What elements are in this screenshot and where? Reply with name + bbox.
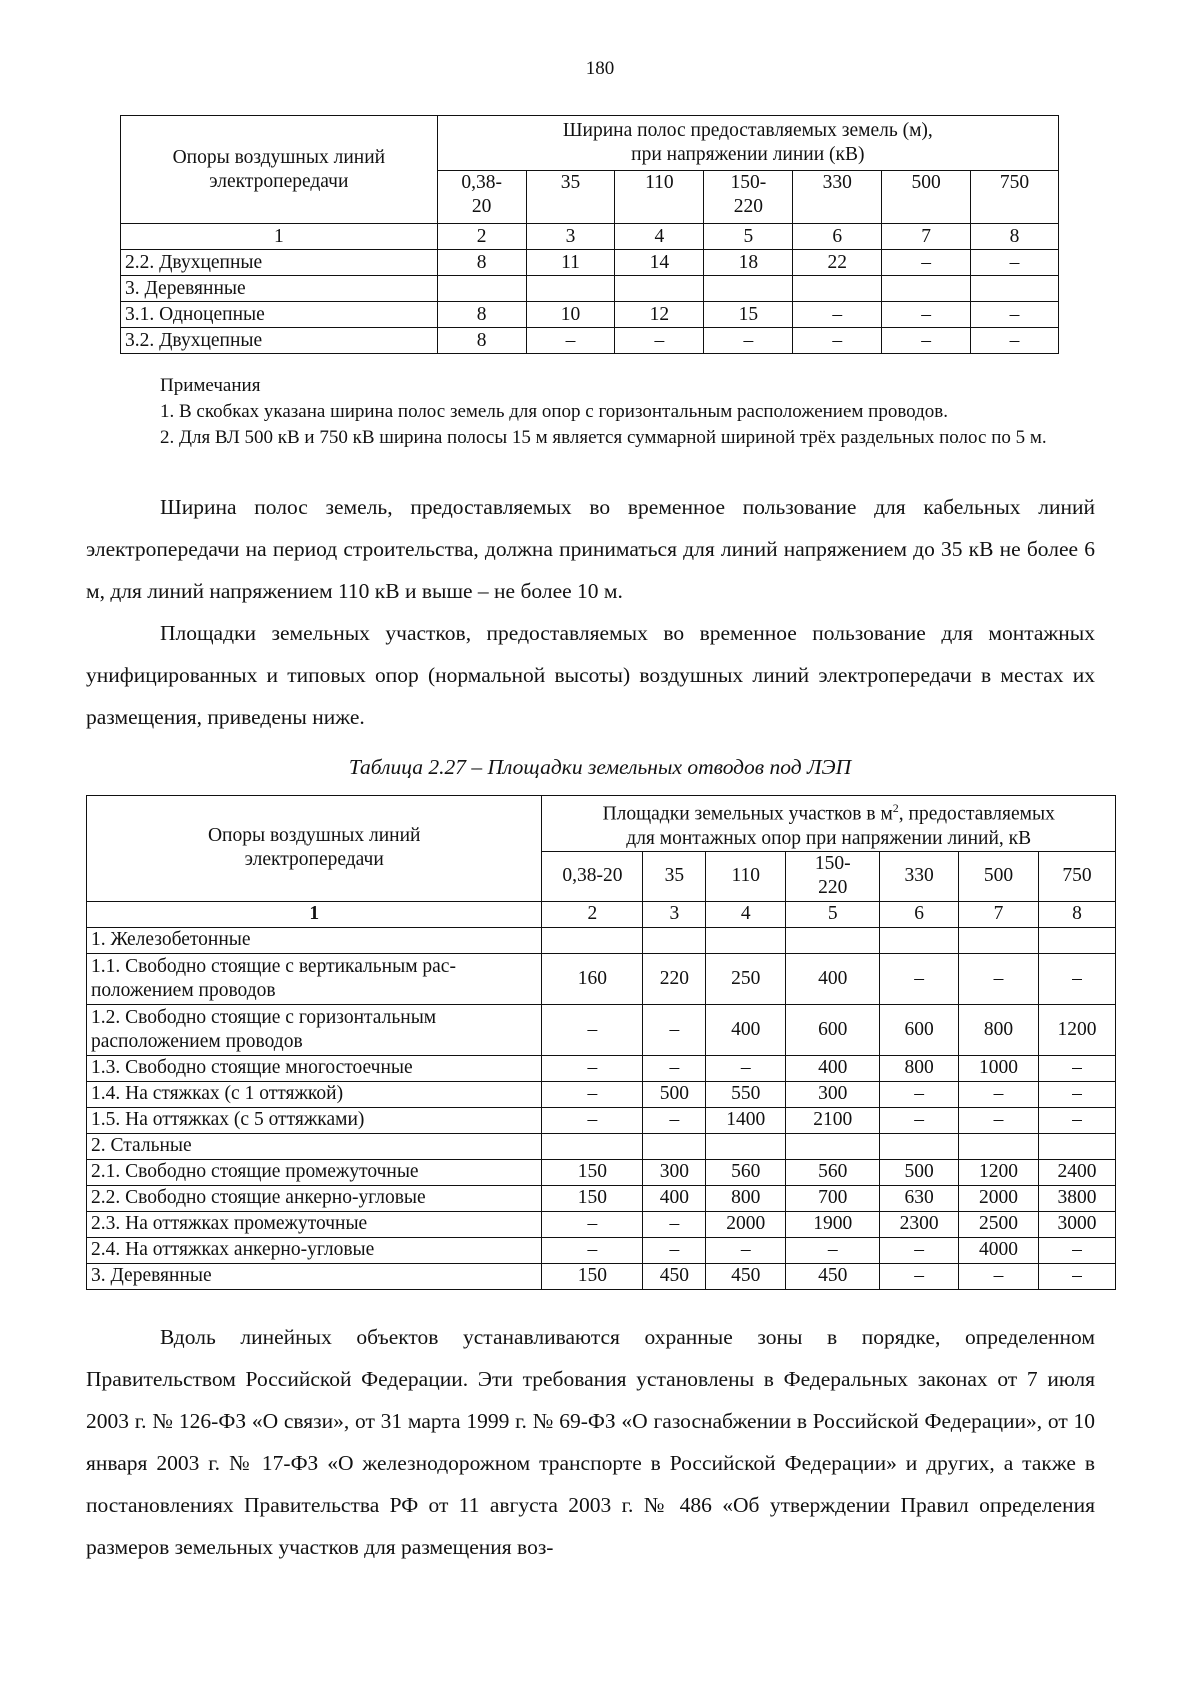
table-cell: – — [704, 328, 793, 354]
table-cell: – — [643, 1211, 706, 1237]
table-cell: 7 — [882, 224, 971, 250]
table-row — [121, 250, 1059, 276]
voltage-header: 330 — [793, 171, 882, 224]
table-row — [87, 1263, 1116, 1289]
table-cell: 15 — [704, 302, 793, 328]
index-row — [87, 901, 1116, 927]
land-strip-width-table — [120, 115, 1059, 354]
table-cell: 500 — [643, 1081, 706, 1107]
table-row — [87, 1237, 1116, 1263]
table-cell: 560 — [786, 1159, 880, 1185]
paragraph: Ширина полос земель, предоставляемых во временное пользование для кабельных линий электропередачи на период строительства, должна приниматься для линий напряжением до 35 кВ не более 6 м, для линий напряжением 110 кВ и выше – не более 10 м. — [86, 495, 1095, 603]
table-cell: – — [1039, 1237, 1116, 1263]
table-cell: 8 — [1039, 901, 1116, 927]
table-cell: – — [959, 1081, 1039, 1107]
table-cell: 400 — [706, 1004, 786, 1055]
table-cell: 250 — [706, 953, 786, 1004]
table-cell: – — [959, 1263, 1039, 1289]
table-row — [87, 1159, 1116, 1185]
land-plot-area-table — [86, 795, 1116, 1290]
group-header-line: Ширина полос предоставляемых земель (м), — [562, 120, 933, 141]
table-cell — [643, 927, 706, 953]
voltage-header: 750 — [1039, 851, 1116, 901]
table-cell: 400 — [643, 1185, 706, 1211]
row-label: 1.1. Свободно стоящие с вертикальным рас- положением проводов — [87, 953, 542, 1004]
paragraph: Вдоль линейных объектов устанавливаются охранные зоны в порядке, определенном Правительством Российской Федерации. Эти требования установлены в Федеральных законах от 7 июля 2003 г. № 126-ФЗ «О связи», от 31 марта 1999 г. № 69-ФЗ «О газоснабжении в Российской Федерации», от 10 января 2003 г. № 17-ФЗ «О железнодорожном транспорте в Российской Федерации» и других, а также в постановлениях Правительства РФ от 11 августа 2003 г. № 486 «Об утверждении Правил определения размеров земельных участков для размещения воз- — [86, 1325, 1095, 1559]
row-label: 2.4. На оттяжках анкерно-угловые — [87, 1237, 542, 1263]
table-cell — [437, 276, 526, 302]
table-cell — [615, 276, 704, 302]
table-cell — [526, 276, 615, 302]
table-cell: – — [542, 1081, 643, 1107]
table-cell: – — [793, 328, 882, 354]
table-row — [87, 1211, 1116, 1237]
table-cell: – — [706, 1055, 786, 1081]
row-header-line: электропередачи — [209, 170, 349, 192]
table-cell: 3000 — [1039, 1211, 1116, 1237]
table-cell: 18 — [704, 250, 793, 276]
row-label: 1.2. Свободно стоящие с горизонтальным расположением проводов — [87, 1004, 542, 1055]
table-cell — [786, 927, 880, 953]
table-cell: 450 — [643, 1263, 706, 1289]
table-cell: – — [880, 1107, 959, 1133]
row-header — [87, 796, 542, 902]
table-cell: – — [882, 250, 971, 276]
table-cell: – — [971, 302, 1059, 328]
row-label: 3.2. Двухцепные — [121, 328, 438, 354]
table-cell: 3 — [643, 901, 706, 927]
table-cell: 12 — [615, 302, 704, 328]
table-caption: Таблица 2.27 – Площадки земельных отводов под ЛЭП — [348, 755, 852, 779]
table-cell: 150 — [542, 1159, 643, 1185]
table-cell: 2100 — [786, 1107, 880, 1133]
table-cell: 22 — [793, 250, 882, 276]
notes — [160, 373, 1095, 451]
row-header — [121, 116, 438, 224]
table-cell: 400 — [786, 953, 880, 1004]
note-item: 2. Для ВЛ 500 кВ и 750 кВ ширина полосы 15 м является суммарной шириной трёх раздельных полос по 5 м. — [160, 427, 1047, 448]
table-cell: 150 — [542, 1263, 643, 1289]
table-cell — [1039, 927, 1116, 953]
row-label: 2. Стальные — [87, 1133, 542, 1159]
group-header-line: Площадки земельных участков в $м^2$, предоставляемых — [602, 801, 1055, 825]
table-cell: – — [706, 1237, 786, 1263]
table-cell: 7 — [959, 901, 1039, 927]
table-cell: 630 — [880, 1185, 959, 1211]
table-cell: 800 — [880, 1055, 959, 1081]
table-cell — [542, 927, 643, 953]
table-cell — [882, 276, 971, 302]
table-row — [121, 276, 1059, 302]
table-row — [87, 1107, 1116, 1133]
table-cell — [643, 1133, 706, 1159]
table-cell: 8 — [437, 302, 526, 328]
table-cell: – — [793, 302, 882, 328]
table-cell: 150 — [542, 1185, 643, 1211]
table-cell — [704, 276, 793, 302]
table-row — [87, 953, 1116, 1004]
table-cell: – — [880, 1263, 959, 1289]
group-header — [437, 116, 1058, 171]
table-cell — [880, 1133, 959, 1159]
table-cell: – — [880, 1081, 959, 1107]
table-cell — [706, 1133, 786, 1159]
table-cell: 8 — [437, 328, 526, 354]
table-cell: – — [880, 953, 959, 1004]
row-label: 2.3. На оттяжках промежуточные — [87, 1211, 542, 1237]
table-row — [87, 927, 1116, 953]
group-header-line: для монтажных опор при напряжении линий, кВ — [626, 827, 1032, 849]
table-cell: 160 — [542, 953, 643, 1004]
table-row — [121, 328, 1059, 354]
voltage-header: 500 — [959, 851, 1039, 901]
table-cell: – — [643, 1004, 706, 1055]
table-cell: 220 — [643, 953, 706, 1004]
table-cell — [1039, 1133, 1116, 1159]
table-row — [121, 302, 1059, 328]
table-cell: 1 — [121, 224, 438, 250]
table-cell: – — [542, 1004, 643, 1055]
table-cell: 1200 — [1039, 1004, 1116, 1055]
table-cell: – — [971, 250, 1059, 276]
table-cell: 700 — [786, 1185, 880, 1211]
row-label: 3. Деревянные — [121, 276, 438, 302]
table-cell: – — [880, 1237, 959, 1263]
row-label: 3. Деревянные — [87, 1263, 542, 1289]
row-header-line: электропередачи — [244, 849, 384, 871]
table-cell — [971, 276, 1059, 302]
table-cell: – — [971, 328, 1059, 354]
row-label: 1.4. На стяжках (с 1 оттяжкой) — [87, 1081, 542, 1107]
table-cell: 450 — [786, 1263, 880, 1289]
row-label: 1.3. Свободно стоящие многостоечные — [87, 1055, 542, 1081]
voltage-header: 330 — [880, 851, 959, 901]
table-cell: 6 — [793, 224, 882, 250]
table-cell: 10 — [526, 302, 615, 328]
table-cell: 450 — [706, 1263, 786, 1289]
table-cell — [959, 1133, 1039, 1159]
row-label: 2.2. Двухцепные — [121, 250, 438, 276]
voltage-header: 150- 220 — [704, 171, 793, 224]
table-cell: 2000 — [959, 1185, 1039, 1211]
voltage-header: 500 — [882, 171, 971, 224]
table-cell — [786, 1133, 880, 1159]
table-cell: 3 — [526, 224, 615, 250]
row-label: 2.2. Свободно стоящие анкерно-угловые — [87, 1185, 542, 1211]
table-row — [87, 1185, 1116, 1211]
table-cell: – — [643, 1237, 706, 1263]
table-cell: – — [959, 953, 1039, 1004]
table-cell: – — [643, 1055, 706, 1081]
table-cell: 2400 — [1039, 1159, 1116, 1185]
table-cell: – — [1039, 1055, 1116, 1081]
table-cell: 5 — [704, 224, 793, 250]
group-header-line: при напряжении линии (кВ) — [631, 144, 865, 165]
table-cell: 2 — [542, 901, 643, 927]
table-cell: 8 — [971, 224, 1059, 250]
table-cell — [706, 927, 786, 953]
voltage-header: 35 — [526, 171, 615, 224]
row-header-line: Опоры воздушных линий — [207, 825, 421, 847]
voltage-header: 150- 220 — [786, 851, 880, 901]
table-cell: 14 — [615, 250, 704, 276]
table-cell: 2300 — [880, 1211, 959, 1237]
table-cell: 560 — [706, 1159, 786, 1185]
row-header-line: Опоры воздушных линий — [172, 146, 386, 168]
table-row — [87, 1133, 1116, 1159]
notes-title: Примечания — [160, 375, 261, 396]
table-cell: 500 — [880, 1159, 959, 1185]
voltage-header: 35 — [643, 851, 706, 901]
table-cell: 2500 — [959, 1211, 1039, 1237]
table-cell: – — [526, 328, 615, 354]
table-cell: 600 — [880, 1004, 959, 1055]
table-cell: 8 — [437, 250, 526, 276]
note-item: 1. В скобках указана ширина полос земель для опор с горизонтальным расположением проводов. — [160, 401, 949, 422]
table-cell: 1200 — [959, 1159, 1039, 1185]
table-cell — [793, 276, 882, 302]
table-cell: 1 — [87, 901, 542, 927]
table-cell: – — [1039, 1107, 1116, 1133]
table-cell: 1000 — [959, 1055, 1039, 1081]
table-cell: 400 — [786, 1055, 880, 1081]
index-row — [121, 224, 1059, 250]
page-number: 180 — [585, 58, 615, 79]
table-cell: 4 — [706, 901, 786, 927]
group-header — [542, 796, 1116, 852]
table-cell: 5 — [786, 901, 880, 927]
table-cell: – — [542, 1055, 643, 1081]
table-cell: 3800 — [1039, 1185, 1116, 1211]
table-cell: 550 — [706, 1081, 786, 1107]
voltage-header: 0,38-20 — [542, 851, 643, 901]
table-cell: 1400 — [706, 1107, 786, 1133]
table-cell: 2000 — [706, 1211, 786, 1237]
table-cell: 300 — [786, 1081, 880, 1107]
table-cell: – — [615, 328, 704, 354]
table-cell: 600 — [786, 1004, 880, 1055]
table-cell: – — [1039, 1081, 1116, 1107]
table-row — [87, 1055, 1116, 1081]
row-label: 2.1. Свободно стоящие промежуточные — [87, 1159, 542, 1185]
voltage-header: 110 — [706, 851, 786, 901]
table-cell: 6 — [880, 901, 959, 927]
paragraph: Площадки земельных участков, предоставляемых во временное пользование для монтажных унифицированных и типовых опор (нормальной высоты) воздушных линий электропередачи в местах их размещения, приведены ниже. — [86, 621, 1095, 729]
voltage-header: 110 — [615, 171, 704, 224]
table-cell: – — [643, 1107, 706, 1133]
table-cell: 800 — [959, 1004, 1039, 1055]
row-label: 1. Железобетонные — [87, 927, 542, 953]
table-cell: 2 — [437, 224, 526, 250]
table-cell: – — [542, 1211, 643, 1237]
voltage-header: 0,38- 20 — [437, 171, 526, 224]
table-cell: 300 — [643, 1159, 706, 1185]
voltage-header: 750 — [971, 171, 1059, 224]
table-cell: 800 — [706, 1185, 786, 1211]
table-cell — [880, 927, 959, 953]
table-cell: – — [959, 1107, 1039, 1133]
row-label: 1.5. На оттяжках (с 5 оттяжками) — [87, 1107, 542, 1133]
table-row — [87, 1081, 1116, 1107]
table-cell: – — [542, 1237, 643, 1263]
table-cell: – — [882, 328, 971, 354]
table-cell — [542, 1133, 643, 1159]
table-cell: 1900 — [786, 1211, 880, 1237]
table-row — [87, 1004, 1116, 1055]
table-cell: – — [786, 1237, 880, 1263]
table-cell: 4 — [615, 224, 704, 250]
table-cell: – — [1039, 953, 1116, 1004]
table-cell: – — [1039, 1263, 1116, 1289]
table-cell: – — [882, 302, 971, 328]
table-cell — [959, 927, 1039, 953]
table-cell: 4000 — [959, 1237, 1039, 1263]
table-cell: 11 — [526, 250, 615, 276]
row-label: 3.1. Одноцепные — [121, 302, 438, 328]
table-cell: – — [542, 1107, 643, 1133]
